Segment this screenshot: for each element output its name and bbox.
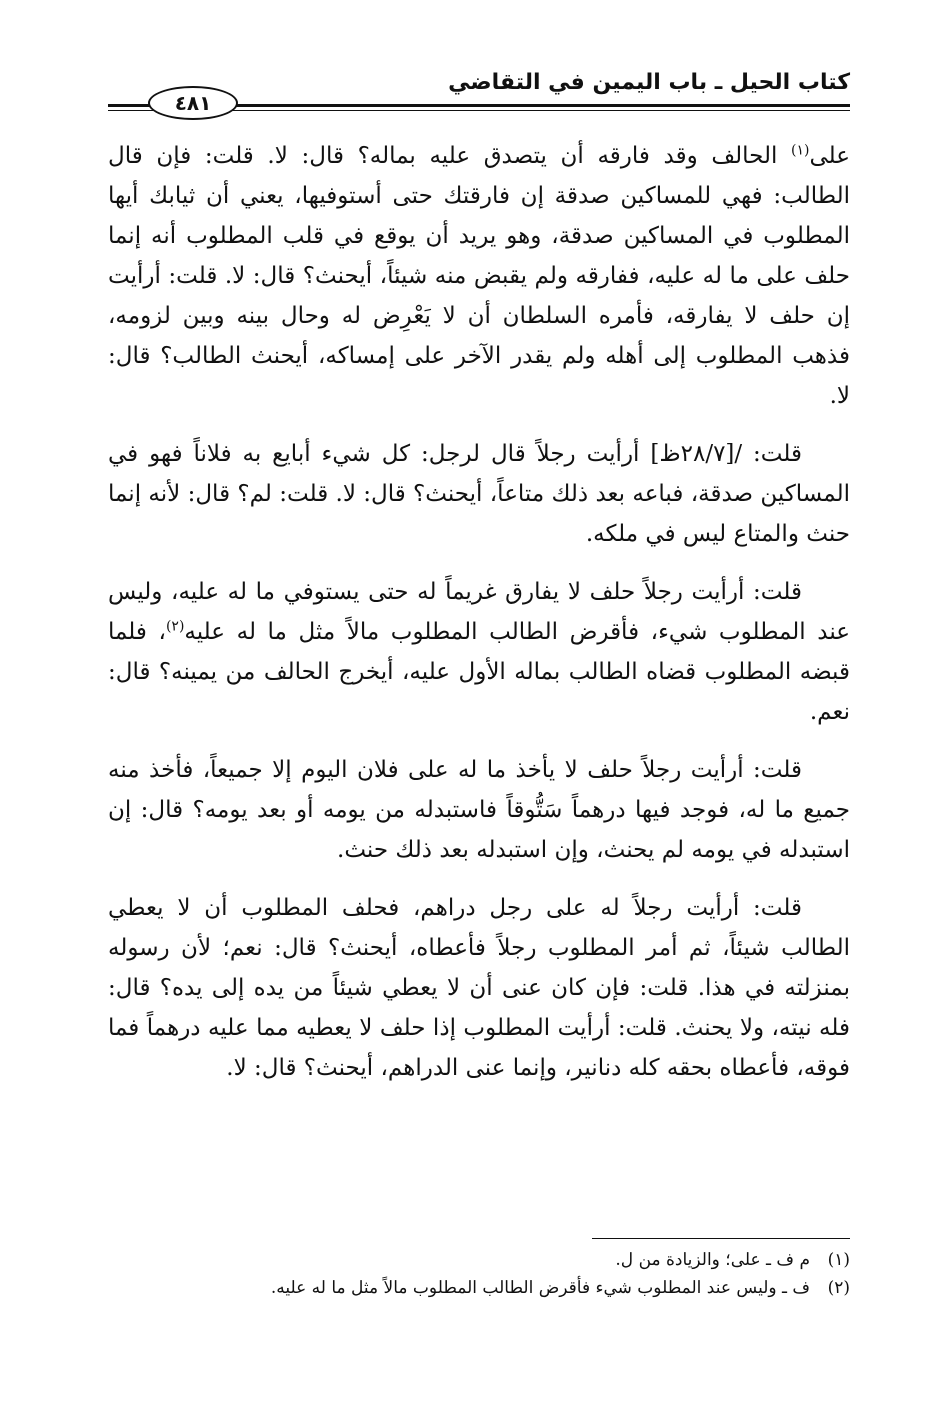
main-text xyxy=(108,136,850,1106)
running-title: كتاب الحيل ـ باب اليمين في التقاضي xyxy=(448,70,850,95)
footnote-ref-1[interactable]: (١) xyxy=(791,142,810,159)
footnote-ref-2[interactable]: (٢) xyxy=(165,618,185,635)
footnote-1-text: م ف ـ على؛ والزيادة من ل. xyxy=(615,1250,810,1270)
paragraph-4: قلت: أرأيت رجلاً حلف لا يأخذ ما له على فلان اليوم إلا جميعاً، فأخذ منه جميع ما له، فوجد فيها درهماً سَتُّوقاً فاستبدله من يومه أو بعد يومه؟ قال: إن استبدله في يومه لم يحنث، وإن استبدله بعد ذلك حنث. xyxy=(108,757,850,863)
paragraph-1-before: على xyxy=(809,143,850,169)
footnote-2-number: (٢) xyxy=(827,1278,850,1298)
footnote-2 xyxy=(108,1274,850,1302)
paragraph-3 xyxy=(108,572,850,732)
footnote-1 xyxy=(108,1246,850,1274)
page-number-text: ٤٨١ xyxy=(174,91,212,115)
paragraph-1-after: الحالف وقد فارقه أن يتصدق عليه بماله؟ قال: لا. قلت: فإن قال الطالب: فهي للمساكين صدقة إن فارقتك حتى أستوفيها، يعني أن ثيابك أيها المطلوب في المساكين صدقة، وهو يريد أن يوقع في قلب المطلوب أنه إنما حلف على ما له عليه، ففارقه ولم يقبض منه شيئاً، أيحنث؟ قال: لا. قلت: أرأيت إن حلف لا يفارقه، فأمره السلطان أن لا يَعْرِض له وحال بينه وبين لزومه، فذهب المطلوب إلى أهله ولم يقدر الآخر على إمساكه، أيحنث الطالب؟ قال: لا. xyxy=(108,143,850,409)
paragraph-5: قلت: أرأيت رجلاً له على رجل دراهم، فحلف المطلوب أن لا يعطي الطالب شيئاً، ثم أمر المطلوب رجلاً فأعطاه، أيحنث؟ قال: نعم؛ لأن رسوله بمنزلته في هذا. قلت: فإن كان عنى أن لا يعطي شيئاً من يده إلى يده؟ قال: فله نيته، ولا يحنث. قلت: أرأيت المطلوب إذا حلف لا يعطيه مما عليه درهماً فما فوقه، فأعطاه بحقه كله دنانير، وإنما عنى الدراهم، أيحنث؟ قال: لا. xyxy=(108,895,850,1081)
paragraph-1 xyxy=(108,136,850,416)
footnote-2-text: ف ـ وليس عند المطلوب شيء فأقرض الطالب المطلوب مالاً مثل ما له عليه. xyxy=(270,1278,810,1298)
footnote-separator xyxy=(592,1238,850,1239)
footnote-1-number: (١) xyxy=(827,1250,850,1270)
paragraph-3-after: ، فلما قبضه المطلوب قضاه الطالب بماله الأول عليه، أيخرج الحالف من يمينه؟ قال: نعم. xyxy=(108,619,850,725)
paragraph-2: قلت: /[٢٨/٧ظ] أرأيت رجلاً قال لرجل: كل شيء أبايع به فلاناً فهو في المساكين صدقة، فباعه بعد ذلك متاعاً، أيحنث؟ قال: لا. قلت: لم؟ قال: لأنه إنما حنث والمتاع ليس في ملكه. xyxy=(108,441,850,547)
footnotes xyxy=(108,1246,850,1302)
paragraph-3-before: قلت: أرأيت رجلاً حلف لا يفارق غريماً له حتى يستوفي ما له عليه، وليس عند المطلوب شيء، فأقرض الطالب المطلوب مالاً مثل ما له عليه xyxy=(108,579,850,645)
page-number xyxy=(148,86,238,120)
